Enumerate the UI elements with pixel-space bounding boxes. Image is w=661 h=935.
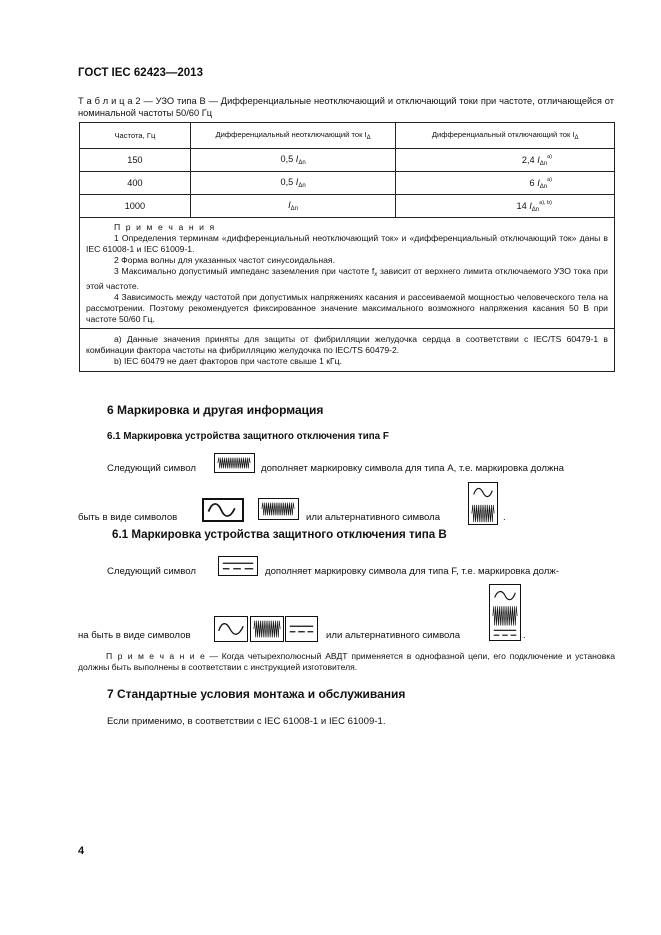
note-item: 4 Зависимость между частотой при допустимых напряжениях касания и рассеиваемой мощностью человеческого тела на рассмотрении. Поэтому рекомендуется фиксированное значение максимального возможного напряжения касания 50 В при частоте 50/60 Гц. — [86, 292, 608, 324]
footnote-item: a) Данные значения приняты для защиты от фибрилляции желудочка сердца в соответствии с IEC/TS 60479-1 в комбинации фактора частоты на фибрилляцию желудочка по IEC/TS 60479-2. — [86, 334, 608, 355]
nontrip-current-cell: 0,5 $I_{\Delta n}$ — [190, 172, 396, 195]
notes-title: П р и м е ч а н и я — [114, 222, 216, 232]
section-6-1b-title: 6.1 Маркировка устройства защитного отключения типа В — [112, 528, 447, 541]
table-footnotes-row — [80, 329, 615, 372]
section-note — [78, 651, 615, 673]
paragraph-text: . — [503, 512, 506, 523]
frequency-cell: 1000 — [80, 195, 191, 218]
high-frequency-wave-icon — [258, 498, 299, 520]
paragraph-text: Если применимо, в соответствии с IEC 61008-1 и IEC 61009-1. — [107, 716, 386, 727]
trip-current-cell: 14 $I_{\Delta n}^{a), b)}$ — [396, 195, 615, 218]
note-text: — Когда четырехполюсный АВДТ применяется в однофазной цепи, его подключение и установка должны быть выполнены в соответствии с инструкцией изготовителя. — [78, 651, 616, 672]
table-footnotes — [80, 329, 615, 372]
table-caption-prefix: Т а б л и ц а 2 — [78, 96, 141, 106]
dc-dashed-line-icon — [285, 616, 318, 642]
column-header: Частота, Гц — [80, 123, 191, 149]
paragraph-text: или альтернативного символа — [306, 512, 441, 523]
table-caption-text: — УЗО типа В — Дифференциальные неотключающий и отключающий токи при частоте, отличающейся от номинальной частоты 50/60 Гц — [78, 96, 614, 118]
column-header: Дифференциальный отключающий ток $I_\Delta$ — [396, 123, 615, 149]
paragraph-text: быть в виде символов — [78, 512, 178, 523]
type-b-combined-icon — [489, 584, 521, 641]
paragraph-text: дополняет маркировку символа для типа А, т.е. маркировка должна — [261, 463, 565, 474]
paragraph-text: на быть в виде символов — [78, 630, 191, 641]
paragraph-text: . — [523, 630, 526, 641]
dc-dashed-line-icon — [218, 556, 258, 576]
nontrip-current-cell: 0,5 $I_{\Delta n}$ — [190, 149, 396, 172]
column-header: Дифференциальный неотключающий ток $I_\Delta$ — [190, 123, 396, 149]
table-notes-row — [80, 218, 615, 329]
paragraph-text: дополняет маркировку символа для типа F, т.е. маркировка долж- — [265, 566, 559, 577]
section-7-title: 7 Стандартные условия монтажа и обслуживания — [107, 687, 406, 701]
table-row — [80, 149, 615, 172]
frequency-current-table — [79, 122, 615, 372]
note-item: 2 Форма волны для указанных частот синусоидальная. — [114, 255, 335, 265]
note-item: 1 Определения терминам «дифференциальный неотключающий ток» и «дифференциальный отключающий ток» даны в IEC 61008-1 и IEC 61009-1. — [86, 233, 608, 254]
page-number: 4 — [78, 845, 85, 857]
frequency-cell: 150 — [80, 149, 191, 172]
type-f-combined-icon — [468, 482, 498, 525]
note-title: П р и м е ч а н и е — [106, 651, 206, 661]
sine-wave-icon — [202, 498, 244, 522]
paragraph-text: или альтернативного символа — [326, 630, 461, 641]
trip-current-cell: 6 $I_{\Delta n}^{a)}$ — [396, 172, 615, 195]
high-frequency-wave-icon — [250, 616, 284, 642]
paragraph-text: Следующий символ — [107, 566, 196, 577]
table-row — [80, 195, 615, 218]
table-row — [80, 172, 615, 195]
sine-wave-icon — [214, 616, 248, 642]
section-6-1-title: 6.1 Маркировка устройства защитного отключения типа F — [107, 431, 389, 442]
note-item: 3 Максимально допустимый импеданс заземления при частоте $f_x$ зависит от верхнего лимита отключаемого УЗО тока при этой частоте. — [86, 266, 608, 291]
table-notes — [80, 218, 615, 329]
trip-current-cell: 2,4 $I_{\Delta n}^{a)}$ — [396, 149, 615, 172]
footnote-item: b) IEC 60479 не дает факторов при частоте свыше 1 кГц. — [114, 356, 342, 366]
section-6-title: 6 Маркировка и другая информация — [107, 403, 324, 417]
table-header-row — [80, 123, 615, 149]
nontrip-current-cell: $I_{\Delta n}$ — [190, 195, 396, 218]
high-frequency-wave-icon — [214, 453, 255, 473]
document-header: ГОСТ IEC 62423—2013 — [78, 67, 203, 79]
paragraph-text: Следующий символ — [107, 463, 196, 474]
frequency-cell: 400 — [80, 172, 191, 195]
table-caption — [78, 96, 614, 119]
